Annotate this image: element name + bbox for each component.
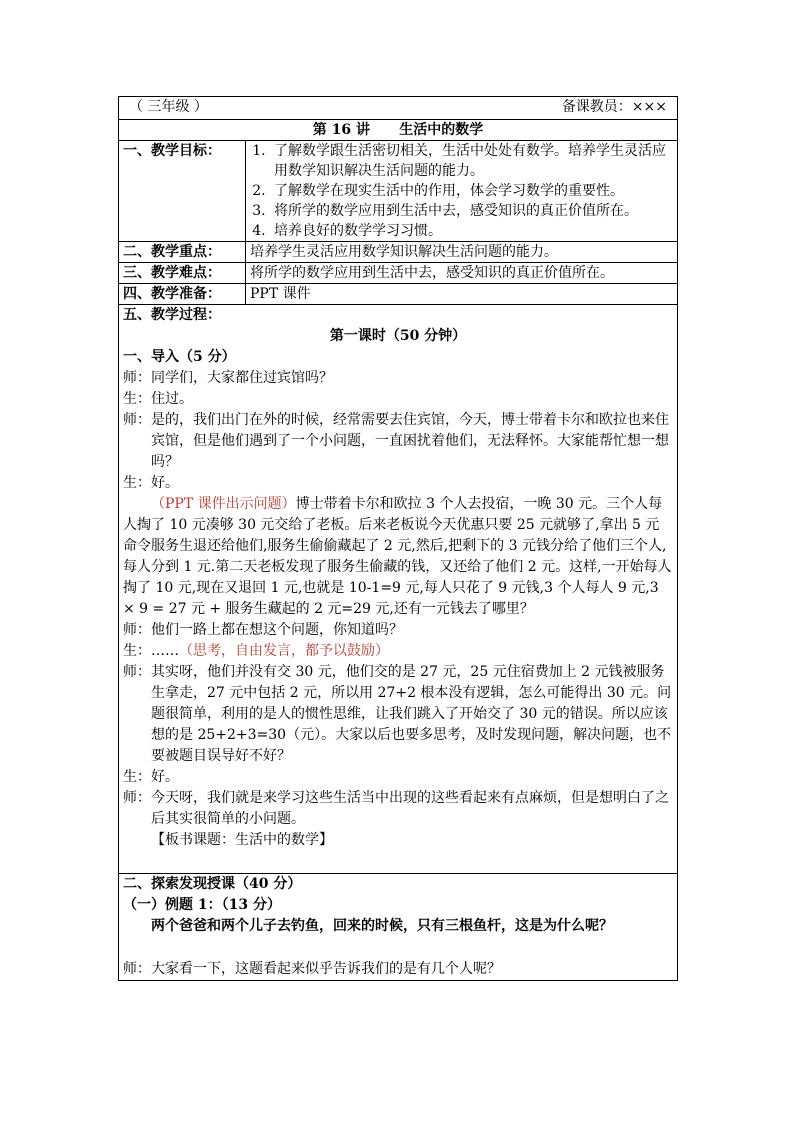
- lesson-title: 第 16 讲 生活中的数学: [119, 120, 678, 141]
- prep-row: [119, 284, 678, 305]
- dialogue-line: 生：好。: [123, 475, 179, 491]
- spacer: [123, 851, 673, 873]
- ppt-label: （PPT 课件出示问题）: [151, 496, 296, 512]
- process-content: [119, 305, 678, 874]
- explore-title: 二、探索发现授课（40 分）: [123, 876, 302, 892]
- difficulty-label: 三、教学难点：: [119, 263, 246, 284]
- ppt-problem: [123, 494, 673, 620]
- explore-content: [119, 874, 678, 981]
- dialogue-line: 生：住过。: [123, 391, 193, 407]
- header-cell: [119, 97, 678, 120]
- goals-row: [119, 141, 678, 242]
- student-response: [123, 641, 673, 662]
- example-title: （一）例题 1：（13 分）: [123, 897, 281, 913]
- lesson-plan-table: [118, 96, 678, 981]
- lesson-plan-sheet: [118, 96, 677, 981]
- focus-row: [119, 242, 678, 263]
- dialogue-line: 师：大家看一下，这题看起来似乎告诉我们的是有几个人呢？: [123, 961, 501, 977]
- spacer: [123, 937, 673, 959]
- teacher-label: 备课教员：×××: [561, 99, 668, 115]
- dialogue-line: 师：今天呀，我们就是来学习这些生活当中出现的这些看起来有点麻烦，但是想明白了之后其实很简单的小问题。: [123, 790, 669, 827]
- goals-list: [250, 141, 673, 241]
- goals-label: 一、教学目标：: [119, 141, 246, 242]
- grade-label: （ 三年级 ）: [129, 99, 208, 115]
- prep-text: PPT 课件: [246, 284, 678, 305]
- process-label: 五、教学过程：: [123, 307, 221, 323]
- goal-item: 3. 将所学的数学应用到生活中去，感受知识的真正价值所在。: [270, 201, 673, 221]
- title-row: [119, 120, 678, 141]
- session-title: 第一课时（50 分钟）: [329, 328, 467, 344]
- intro-title: 一、导入（5 分）: [123, 349, 236, 365]
- difficulty-row: [119, 263, 678, 284]
- process-row: [119, 305, 678, 874]
- dialogue-line: 师：同学们，大家都住过宾馆吗？: [123, 370, 333, 386]
- example-text: 两个爸爸和两个儿子去钓鱼，回来的时候，只有三根鱼杆，这是为什么呢？: [151, 918, 613, 934]
- difficulty-text: 将所学的数学应用到生活中去，感受知识的真正价值所在。: [246, 263, 678, 284]
- focus-label: 二、教学重点：: [119, 242, 246, 263]
- board-text: 【板书课题：生活中的数学】: [151, 832, 333, 848]
- goal-item: 2. 了解数学在现实生活中的作用，体会学习数学的重要性。: [270, 181, 673, 201]
- goals-content: [246, 141, 678, 242]
- board-title: [123, 830, 673, 851]
- explore-row: [119, 874, 678, 981]
- focus-text: 培养学生灵活应用数学知识解决生活问题的能力。: [246, 242, 678, 263]
- dialogue-line: 师：其实呀，他们并没有交 30 元，他们交的是 27 元，25 元住宿费加上 2 元钱被服务生拿走，27 元中包括 2 元，所以用 27+2 根本没有逻辑，怎么可能得出 30 元。问题很简单，利用的是人的惯性思维，让我们跳入了开始交了 30 元的错误。所以应该想的是 25+2+3=30（元）。大家以后也要多思考，及时发现问题，解决问题，也不要被题目误导好不好？: [123, 664, 672, 764]
- prep-label: 四、教学准备：: [119, 284, 246, 305]
- dialogue-line: 生：好。: [123, 769, 179, 785]
- dialogue-line: 师：他们一路上都在想这个问题，你知道吗？: [123, 622, 403, 638]
- student-note: （思考，自由发言，都予以鼓励）: [179, 643, 389, 659]
- student-prefix: 生：……: [123, 643, 179, 659]
- ppt-text: 博士带着卡尔和欧拉 3 个人去投宿，一晚 30 元。三个人每人掏了 10 元凑够 30 元交给了老板。后来老板说今天优惠只要 25 元就够了,拿出 5 元命令服务生退还给他们,服务生偷偷藏起了 2 元,然后,把剩下的 3 元钱分给了他们三个人,每人分到 1 元.第二天老板发现了服务生偷藏的钱，又还给了他们 2 元。这样,一开始每人掏了 10 元,现在又退回 1 元,也就是 10-1=9 元,每人只花了 9 元钱,3 个人每人 9 元,3 × 9 = 27 元 + 服务生藏起的 2 元=29 元,还有一元钱去了哪里？: [123, 496, 672, 617]
- header-row: [119, 97, 678, 120]
- goal-item: 4. 培养良好的数学学习习惯。: [270, 221, 673, 241]
- goal-item: 1. 了解数学跟生活密切相关，生活中处处有数学。培养学生灵活应用数学知识解决生活问题的能力。: [270, 141, 673, 181]
- dialogue-line: 师：是的，我们出门在外的时候，经常需要去住宾馆，今天，博士带着卡尔和欧拉也来住宾馆，但是他们遇到了一个小问题，一直困扰着他们，无法释怀。大家能帮忙想一想吗？: [123, 412, 669, 470]
